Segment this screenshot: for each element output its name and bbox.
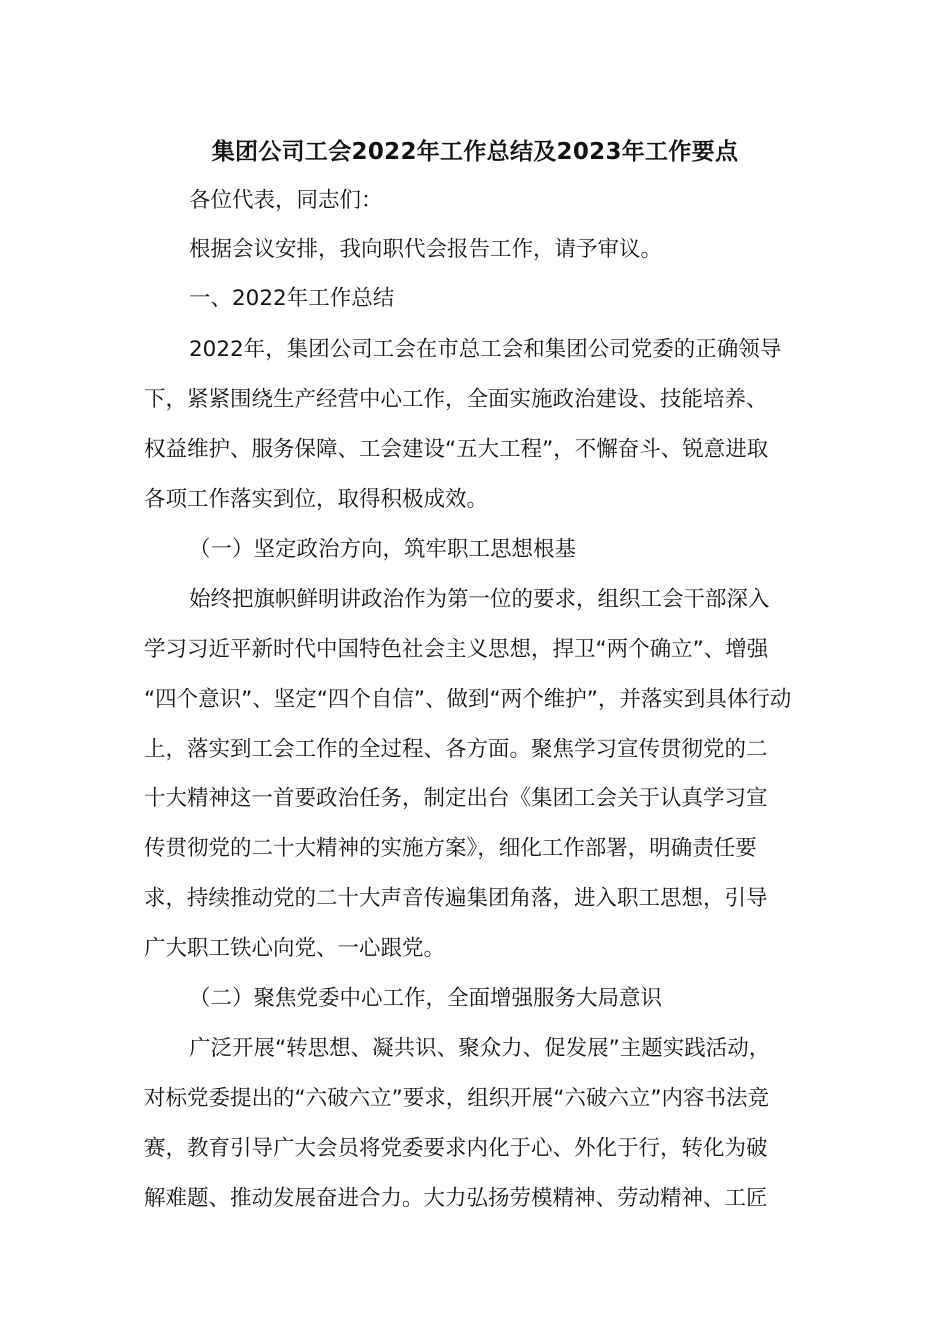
paragraph-line: 对标党委提出的“六破六立”要求，组织开展“六破六立”内容书法竞 — [144, 1086, 770, 1111]
paragraph-line: 解难题、推动发展奋进合力。大力弘扬劳模精神、劳动精神、工匠 — [144, 1186, 768, 1211]
subsection-heading-2: （二）聚焦党委中心工作，全面增强服务大局意识 — [189, 986, 663, 1011]
intro-paragraph: 根据会议安排，我向职代会报告工作，请予审议。 — [189, 237, 663, 262]
paragraph-line: 十大精神这一首要政治任务，制定出台《集团工会关于认真学习宣 — [144, 786, 768, 811]
paragraph-line: “四个意识”、坚定“四个自信”、做到“两个维护”，并落实到具体行动 — [144, 687, 792, 712]
section-heading-1: 一、2022年工作总结 — [189, 286, 395, 311]
subsection-heading-1: （一）坚定政治方向，筑牢职工思想根基 — [189, 537, 577, 562]
paragraph-line: 广大职工铁心向党、一心跟党。 — [144, 936, 446, 961]
paragraph-line: 下，紧紧围绕生产经营中心工作，全面实施政治建设、技能培养、 — [144, 387, 768, 412]
paragraph-line: 始终把旗帜鲜明讲政治作为第一位的要求，组织工会干部深入 — [189, 587, 770, 612]
paragraph-line: 权益维护、服务保障、工会建设“五大工程”，不懈奋斗、锐意进取 — [144, 437, 769, 462]
paragraph-line: 传贯彻党的二十大精神的实施方案》，细化工作部署，明确责任要 — [144, 836, 757, 861]
paragraph-line: 上，落实到工会工作的全过程、各方面。聚焦学习宣传贯彻党的二 — [144, 737, 768, 762]
paragraph-line: 广泛开展“转思想、凝共识、聚众力、促发展”主题实践活动， — [189, 1036, 771, 1061]
paragraph-line: 赛，教育引导广大会员将党委要求内化于心、外化于行，转化为破 — [144, 1136, 768, 1161]
paragraph-line: 求，持续推动党的二十大声音传遍集团角落，进入职工思想，引导 — [144, 886, 768, 911]
paragraph-line: 各项工作落实到位，取得积极成效。 — [144, 487, 489, 512]
paragraph-line: 2022年，集团公司工会在市总工会和集团公司党委的正确领导 — [189, 337, 782, 362]
salutation: 各位代表，同志们： — [189, 188, 383, 213]
paragraph-line: 学习习近平新时代中国特色社会主义思想，捍卫“两个确立”、增强 — [144, 637, 769, 662]
document-title: 集团公司工会2022年工作总结及2023年工作要点 — [211, 139, 739, 165]
